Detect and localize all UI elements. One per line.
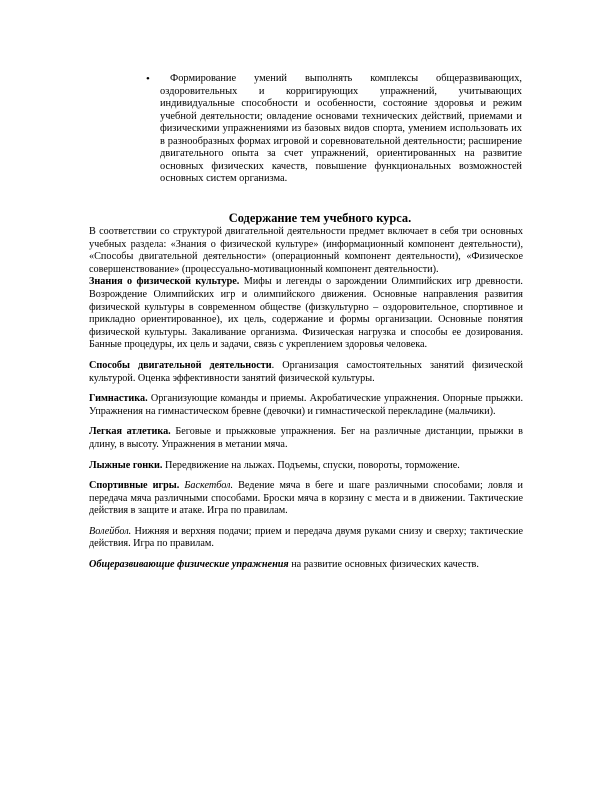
athletics-paragraph — [89, 426, 523, 451]
goal-bullet-list — [146, 73, 522, 186]
knowledge-title: Знания о физической культуре. — [89, 276, 240, 288]
gymnastics-text: Организующие команды и приемы. Акробатические упражнения. Опорные прыжки. Упражнения на гимнастическом бревне (девочки) и гимнастической перекладине (мальчики). — [89, 393, 523, 417]
course-content — [89, 210, 523, 572]
ski-paragraph — [89, 460, 523, 473]
basketball-subtitle: Баскетбол. — [179, 480, 234, 492]
volleyball-subtitle: Волейбол. — [89, 525, 132, 537]
athletics-title: Легкая атлетика. — [89, 426, 171, 438]
volleyball-text: Нижняя и верхняя подачи; прием и передача двумя руками снизу и сверху; тактические действия. Игра по правилам. — [89, 525, 523, 550]
knowledge-paragraph — [89, 276, 523, 352]
bullet-item — [146, 73, 522, 186]
volleyball-paragraph — [89, 526, 523, 551]
bullet-marker: • — [146, 73, 150, 85]
methods-text: . Организация самостоятельных занятий физической культурой. Оценка эффективности занятий физической культуры. — [89, 359, 523, 384]
general-exercises-title: Общеразвивающие физические упражнения — [89, 559, 289, 571]
methods-paragraph — [89, 360, 523, 385]
sport-games-title: Спортивные игры. — [89, 480, 180, 492]
gymnastics-title: Гимнастика. — [89, 393, 148, 405]
sport-games-paragraph — [89, 480, 523, 518]
knowledge-text: Мифы и легенды о зарождении Олимпийских игр древности. Возрождение Олимпийских игр и олимпийского движения. Основные направления развития физической культуры в современном обществе (физкультурно – оздоровительное, спортивное и прикладно ориентированное), их цель, содержание и формы организации. Основные понятия физической культуры. Закаливание организма. Физическая нагрузка и способы ее дозирования. Банные процедуры, их цель и задачи, связь с укреплением здоровья человека. — [89, 276, 523, 351]
section-heading: Содержание тем учебного курса. — [228, 211, 412, 225]
general-exercises-text: на развитие основных физических качеств. — [288, 559, 479, 571]
methods-title: Способы двигательной деятельности — [89, 359, 272, 371]
general-exercises-paragraph — [89, 559, 523, 572]
ski-text: Передвижение на лыжах. Подъемы, спуски, повороты, торможение. — [162, 459, 460, 471]
ski-title: Лыжные гонки. — [89, 459, 163, 471]
athletics-text: Беговые и прыжковые упражнения. Бег на различные дистанции, прыжки в длину, в высоту. Упражнения в метании мяча. — [89, 426, 523, 450]
basketball-text: Ведение мяча в беге и шаге различными способами; ловля и передача мяча различными способами. Броски мяча в корзину с места и в движении. Тактические действия в защите и атаке. Игра по правилам. — [89, 480, 523, 517]
gymnastics-paragraph — [89, 393, 523, 418]
bullet-text: Формирование умений выполнять комплексы общеразвивающих, оздоровительных и корригирующих упражнений, учитывающих индивидуальные способности и особенности, состояние здоровья и режим учебной деятельности; овладение основами технических действий, приемами и физическими упражнениями из базовых видов спорта, умением использовать их в разнообразных формах игровой и соревновательной деятельности; расширение двигательного опыта за счет упражнений, ориентированных на развитие основных физических качеств, повышение функциональных возможностей основных систем организма. — [160, 73, 522, 185]
intro-paragraph: В соответствии со структурой двигательной деятельности предмет включает в себя три основных учебных раздела: «Знания о физической культуре» (информационный компонент деятельности), «Способы двигательной деятельности» (операционный компонент деятельности), «Физическое совершенствование» (процессуально-мотивационный компонент деятельности). — [89, 226, 523, 275]
